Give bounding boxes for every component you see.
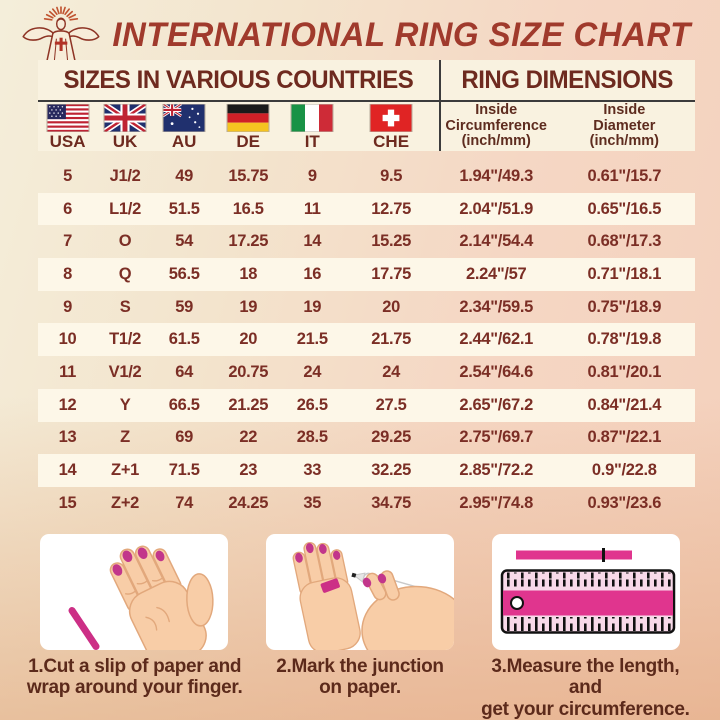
section-title-countries: SIZES IN VARIOUS COUNTRIES [63, 65, 414, 94]
table-cell: T1/2 [109, 330, 141, 349]
table-cell: 51.5 [168, 199, 200, 218]
header-line: (inch/mm) [589, 133, 659, 150]
country-column-it [281, 102, 343, 151]
table-row [38, 487, 695, 520]
che-flag-icon [369, 104, 413, 132]
section-title-row [38, 60, 695, 100]
table-cell: 21.5 [296, 330, 328, 349]
de-flag-icon [226, 104, 270, 132]
hand-with-paper-slip-illustration [40, 534, 228, 650]
country-code: CHE [373, 131, 410, 151]
table-cell: 61.5 [168, 330, 200, 349]
jesus-with-rays-logo-icon [14, 4, 108, 62]
table-cell: 2.75"/69.7 [459, 428, 534, 447]
table-row [38, 356, 695, 389]
table-cell: 0.78"/19.8 [587, 330, 662, 349]
table-cell: 11 [303, 199, 321, 218]
country-column-au [153, 102, 215, 151]
table-cell: L1/2 [109, 199, 141, 218]
caption-line: wrap around your finger. [26, 677, 243, 699]
country-code: DE [236, 131, 261, 151]
table-cell: 2.95"/74.8 [459, 493, 534, 512]
table-cell: 24 [382, 362, 400, 381]
table-cell: 32.25 [371, 461, 411, 480]
table-row [38, 258, 695, 291]
table-cell: 12 [58, 395, 77, 414]
table-cell: Z [120, 428, 130, 447]
caption-line: on paper. [319, 677, 401, 699]
caption-line: 1.Cut a slip of paper and [28, 656, 242, 677]
table-cell: O [118, 232, 132, 251]
caption-line: 3.Measure the length, and [491, 656, 680, 699]
table-cell: 56.5 [168, 264, 200, 283]
country-column-che [343, 102, 438, 151]
table-cell: 9 [63, 297, 72, 316]
table-cell: 2.65"/67.2 [459, 395, 534, 414]
table-cell: 28.5 [296, 428, 328, 447]
table-row [38, 160, 695, 193]
table-cell: 15.25 [371, 232, 411, 251]
table-row [38, 323, 695, 356]
table-cell: 2.04"/51.9 [459, 199, 534, 218]
ring-size-table-body [38, 160, 695, 520]
instructions-illustrations [0, 534, 720, 650]
table-cell: 21.75 [371, 330, 411, 349]
page-title: INTERNATIONAL RING SIZE CHART [112, 16, 691, 54]
it-flag-icon [290, 104, 334, 132]
header-line: (inch/mm) [461, 133, 531, 150]
table-cell: 0.93"/23.6 [587, 493, 662, 512]
table-cell: 20 [382, 297, 400, 316]
table-row [38, 291, 695, 324]
table-cell: S [119, 297, 131, 316]
table-cell: 0.61"/15.7 [587, 166, 662, 185]
table-cell: J1/2 [109, 166, 141, 185]
caption-line: get your circumference. [481, 698, 690, 720]
usa-flag-icon [46, 104, 90, 132]
header-line: Circumference [445, 117, 547, 134]
table-cell: 21.25 [228, 395, 269, 414]
table-cell: Y [119, 395, 131, 414]
au-flag-icon [162, 104, 206, 132]
table-cell: 20 [239, 330, 258, 349]
table-cell: 20.75 [228, 362, 269, 381]
table-cell: 17.75 [371, 264, 411, 283]
table-cell: 11 [59, 362, 76, 381]
table-cell: 12.75 [371, 199, 411, 218]
section-title-dimensions: RING DIMENSIONS [461, 65, 673, 94]
table-cell: 27.5 [375, 395, 407, 414]
table-row [38, 225, 695, 258]
table-cell: 1.94"/49.3 [459, 166, 534, 185]
table-cell: 7 [63, 232, 72, 251]
table-cell: 0.9"/22.8 [591, 461, 657, 480]
table-cell: 2.85"/72.2 [459, 461, 534, 480]
table-cell: 16.5 [232, 199, 264, 218]
table-cell: 0.84"/21.4 [587, 395, 662, 414]
table-cell: 49 [175, 166, 194, 185]
header-vertical-divider [439, 60, 441, 151]
table-cell: 8 [63, 264, 72, 283]
country-code: IT [304, 131, 320, 151]
header-line: Diameter [593, 117, 656, 134]
table-cell: 0.65"/16.5 [587, 199, 662, 218]
country-column-usa [38, 102, 97, 151]
table-cell: Z+1 [111, 461, 140, 480]
table-cell: 15 [58, 493, 77, 512]
table-row [38, 193, 695, 226]
table-cell: 16 [303, 264, 322, 283]
table-row [38, 454, 695, 487]
country-column-uk [97, 102, 153, 151]
uk-flag-icon [103, 104, 147, 132]
table-cell: 13 [58, 428, 77, 447]
table-cell: 22 [239, 428, 258, 447]
table-row [38, 422, 695, 455]
table-cell: 15.75 [228, 166, 269, 185]
col-header-inside-circumference [439, 102, 554, 151]
header-line: Inside [475, 102, 518, 119]
table-cell: 18 [239, 264, 258, 283]
table-cell: 29.25 [371, 428, 411, 447]
ruler-measuring-strip-illustration [492, 534, 680, 650]
col-header-inside-diameter [554, 102, 695, 151]
table-cell: 69 [175, 428, 194, 447]
country-column-de [215, 102, 281, 151]
country-code: USA [49, 131, 86, 151]
table-cell: 54 [175, 232, 194, 251]
table-cell: 19 [239, 297, 258, 316]
country-code: UK [112, 131, 138, 151]
table-cell: 9 [307, 166, 317, 185]
country-code: AU [171, 131, 197, 151]
instruction-step-2 [247, 656, 472, 720]
table-cell: 0.68"/17.3 [587, 232, 662, 251]
table-cell: 17.25 [228, 232, 269, 251]
table-cell: 74 [175, 493, 194, 512]
instruction-captions [0, 656, 720, 720]
pen-marking-junction-illustration [266, 534, 454, 650]
table-cell: 33 [303, 461, 322, 480]
table-cell: 59 [175, 297, 194, 316]
table-cell: 2.24"/57 [465, 264, 527, 283]
table-cell: 0.75"/18.9 [587, 297, 662, 316]
table-cell: 34.75 [371, 493, 411, 512]
table-header-panel [38, 60, 695, 151]
table-cell: 35 [303, 493, 322, 512]
table-cell: 0.71"/18.1 [587, 264, 662, 283]
table-cell: 5 [63, 166, 72, 185]
table-cell: 6 [63, 199, 72, 218]
table-cell: 2.44"/62.1 [459, 330, 534, 349]
table-cell: 64 [175, 362, 194, 381]
table-cell: V1/2 [108, 362, 142, 381]
table-cell: 9.5 [380, 166, 403, 185]
column-header-row [38, 102, 695, 151]
table-cell: 2.54"/64.6 [459, 362, 534, 381]
table-cell: Z+2 [111, 493, 140, 512]
table-cell: Q [118, 264, 132, 283]
table-cell: 14 [58, 461, 77, 480]
table-cell: 10 [58, 330, 77, 349]
table-cell: 23 [239, 461, 258, 480]
table-cell: 24 [303, 362, 322, 381]
table-cell: 2.14"/54.4 [459, 232, 534, 251]
table-cell: 24.25 [228, 493, 269, 512]
header-line: Inside [603, 102, 646, 119]
table-cell: 14 [303, 232, 322, 251]
table-cell: 66.5 [168, 395, 200, 414]
table-cell: 26.5 [296, 395, 328, 414]
table-cell: 19 [303, 297, 322, 316]
table-row [38, 389, 695, 422]
instruction-step-1 [22, 656, 247, 720]
table-cell: 0.81"/20.1 [587, 362, 662, 381]
caption-line: 2.Mark the junction [276, 656, 444, 677]
table-cell: 2.34"/59.5 [459, 297, 534, 316]
instruction-step-3 [473, 656, 698, 720]
table-cell: 0.87"/22.1 [587, 428, 662, 447]
table-cell: 71.5 [168, 461, 200, 480]
